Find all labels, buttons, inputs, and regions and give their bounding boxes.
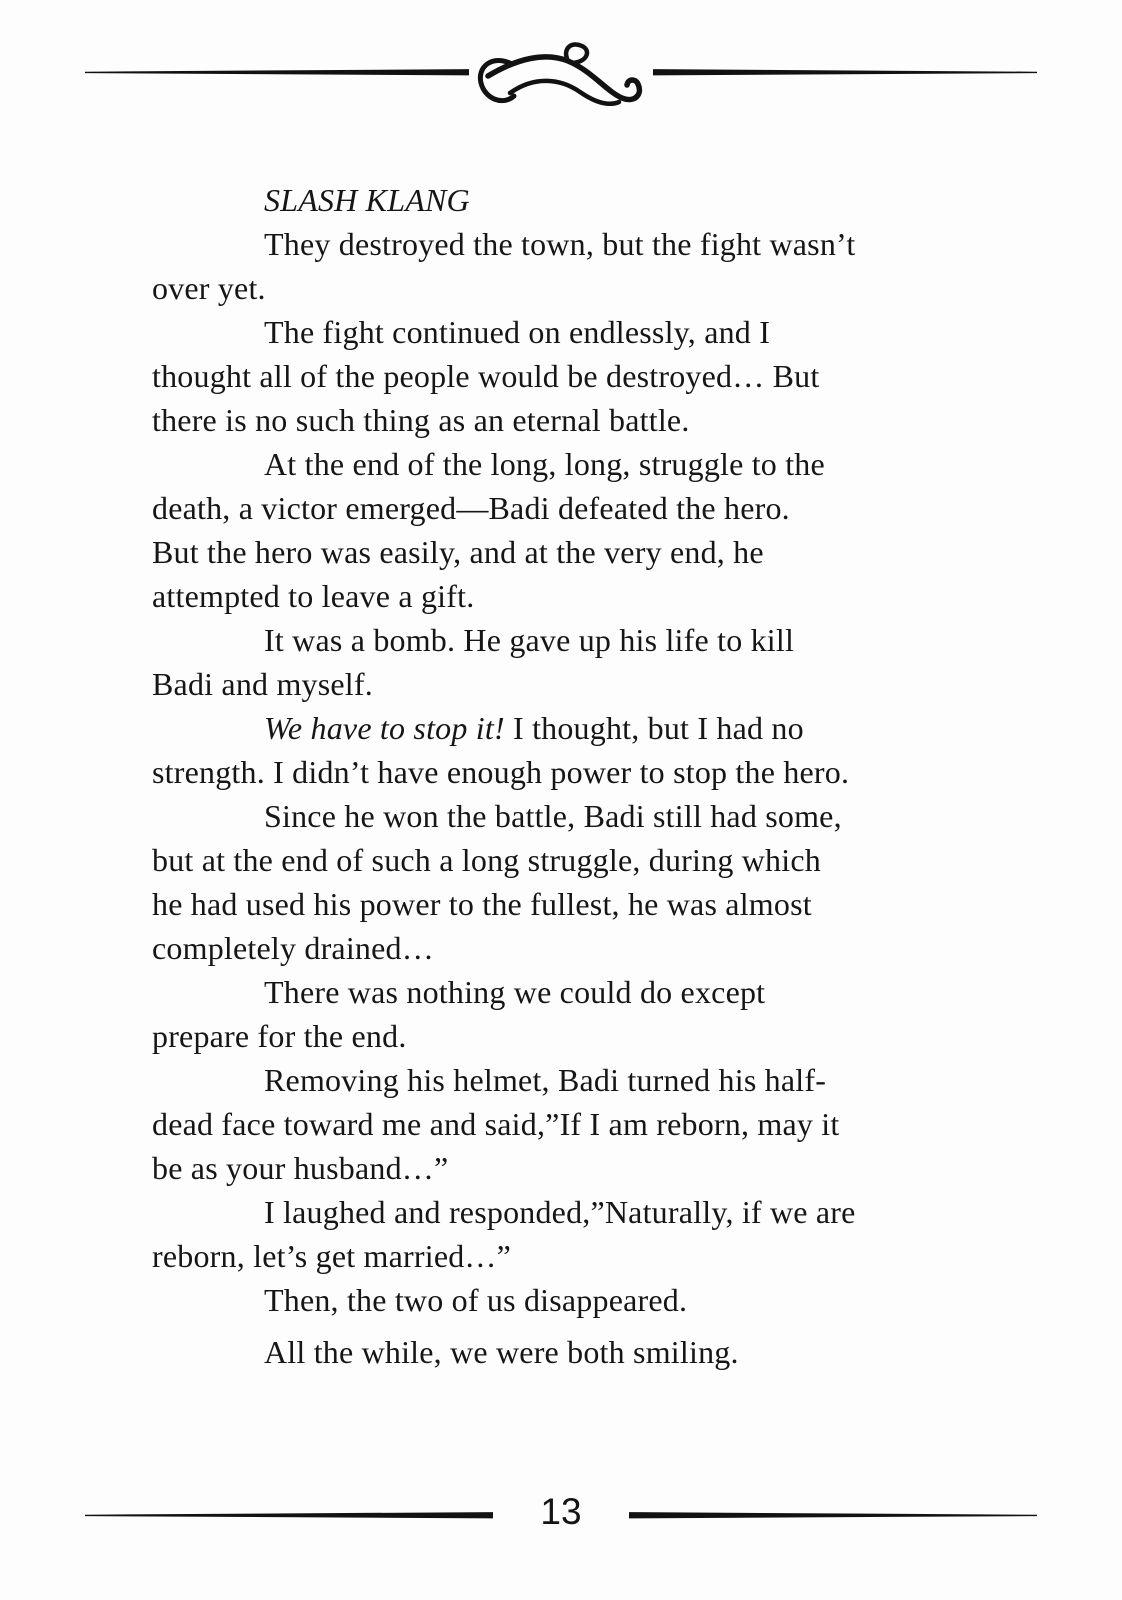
text-line: attempted to leave a gift. — [152, 578, 475, 614]
paragraph — [152, 1058, 952, 1190]
header-rule-left — [85, 68, 469, 77]
text-line: dead face toward me and said,”If I am reborn, may it — [152, 1106, 840, 1142]
page-body — [152, 178, 952, 1374]
paragraph — [152, 1278, 952, 1322]
text-line: I laughed and responded,”Naturally, if we are — [264, 1194, 856, 1230]
text-line: over yet. — [152, 270, 266, 306]
text-run: I thought, but I had no — [504, 710, 804, 746]
header-rule-right — [653, 68, 1037, 77]
text-line: It was a bomb. He gave up his life to kill — [264, 622, 795, 658]
paragraph — [152, 178, 952, 222]
text-line: prepare for the end. — [152, 1018, 407, 1054]
text-line: All the while, we were both smiling. — [264, 1334, 739, 1370]
text-line — [152, 706, 952, 750]
paragraph — [152, 222, 952, 310]
flourish-icon — [472, 42, 650, 120]
paragraph — [152, 1330, 952, 1374]
paragraph — [152, 1190, 952, 1278]
text-line: Since he won the battle, Badi still had some, — [264, 798, 842, 834]
text-line: They destroyed the town, but the fight wasn’t — [264, 226, 856, 262]
header-ornament — [85, 40, 1037, 124]
text-line: At the end of the long, long, struggle to the — [264, 446, 825, 482]
text-line: but at the end of such a long struggle, during which — [152, 842, 821, 878]
text-line: reborn, let’s get married…” — [152, 1238, 512, 1274]
paragraph — [152, 310, 952, 442]
text-line: strength. I didn’t have enough power to stop the hero. — [152, 754, 850, 790]
text-line: be as your husband…” — [152, 1150, 449, 1186]
page-footer — [85, 1482, 1037, 1546]
paragraph — [152, 970, 952, 1058]
text-line: he had used his power to the fullest, he was almost — [152, 886, 812, 922]
paragraph — [152, 618, 952, 706]
text-line: The fight continued on endlessly, and I — [264, 314, 771, 350]
italic-phrase: We have to stop it! — [264, 710, 505, 746]
paragraph — [152, 442, 952, 618]
text-line: there is no such thing as an eternal battle. — [152, 402, 690, 438]
text-line: Badi and myself. — [152, 666, 373, 702]
text-line: completely drained… — [152, 930, 434, 966]
paragraph — [152, 794, 952, 970]
paragraph — [152, 706, 952, 794]
text-line: But the hero was easily, and at the very end, he — [152, 534, 764, 570]
text-line: There was nothing we could do except — [264, 974, 766, 1010]
page-number: 13 — [540, 1491, 582, 1532]
footer-rule-right — [629, 1511, 1037, 1520]
text-line: Removing his helmet, Badi turned his half- — [264, 1062, 827, 1098]
text-line: Then, the two of us disappeared. — [264, 1282, 688, 1318]
text-line: SLASH KLANG — [264, 182, 470, 218]
text-line: death, a victor emerged—Badi defeated the hero. — [152, 490, 790, 526]
footer-rule-left — [85, 1511, 493, 1520]
text-line: thought all of the people would be destroyed… But — [152, 358, 820, 394]
